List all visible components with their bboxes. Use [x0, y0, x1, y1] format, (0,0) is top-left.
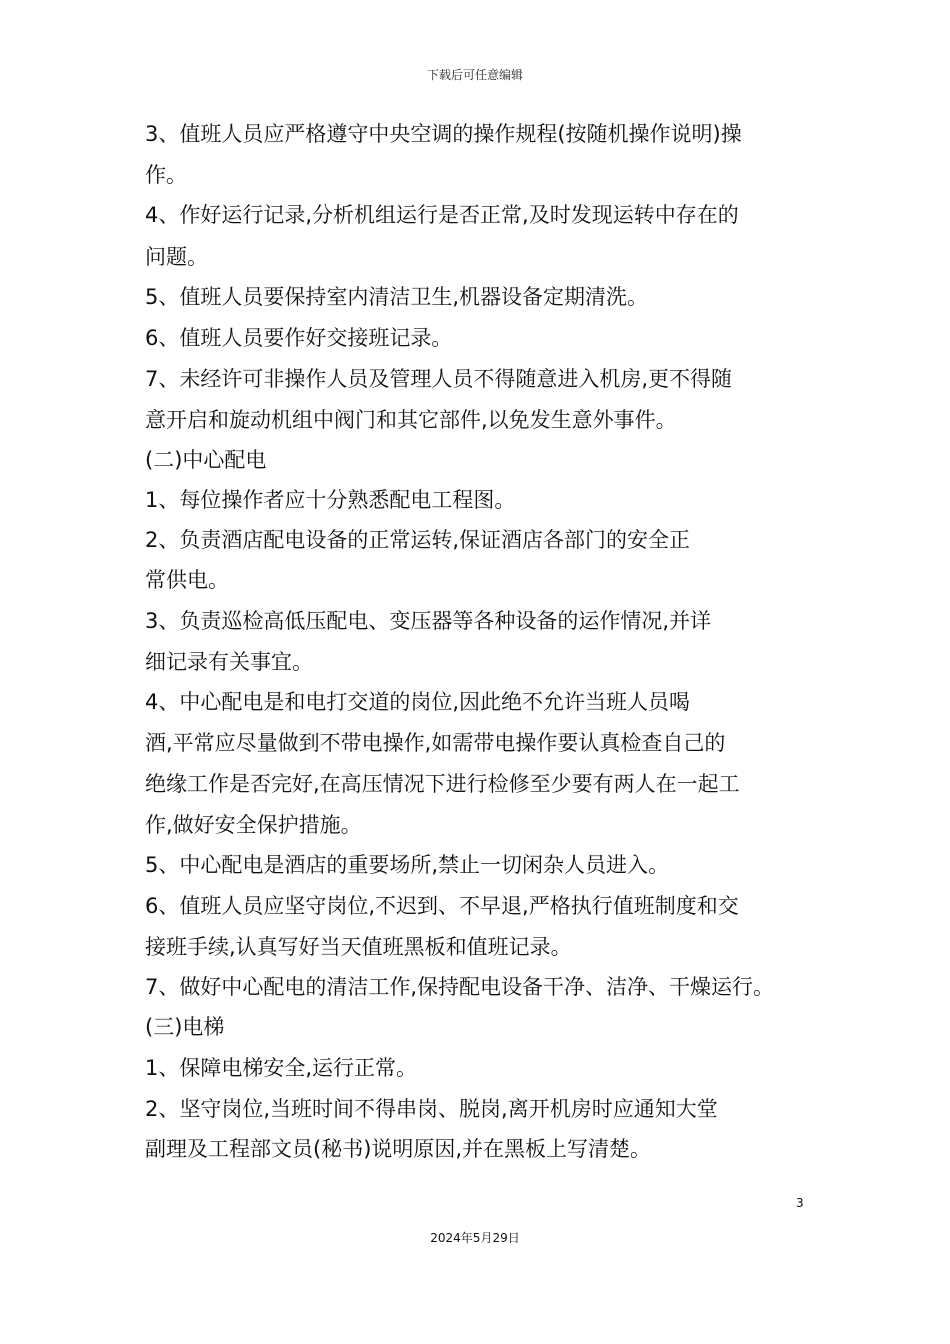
page-header: 下载后可任意编辑: [426, 68, 523, 82]
body-line: 意开启和旋动机组中阀门和其它部件,以免发生意外事件。: [145, 408, 677, 432]
body-line: 1、每位操作者应十分熟悉配电工程图。: [145, 488, 516, 512]
body-line: 3、值班人员应严格遵守中央空调的操作规程(按随机操作说明)操: [145, 122, 742, 146]
body-line: 2、坚守岗位,当班时间不得串岗、脱岗,离开机房时应通知大堂: [145, 1097, 718, 1121]
section-heading: (二)中心配电: [145, 448, 267, 472]
body-line: 4、中心配电是和电打交道的岗位,因此绝不允许当班人员喝: [145, 690, 691, 714]
body-line: 7、未经许可非操作人员及管理人员不得随意进入机房,更不得随: [145, 367, 733, 391]
body-line: 2、负责酒店配电设备的正常运转,保证酒店各部门的安全正: [145, 528, 691, 552]
body-line: 7、做好中心配电的清洁工作,保持配电设备干净、洁净、干燥运行。: [145, 975, 775, 999]
body-line: 6、值班人员应坚守岗位,不迟到、不早退,严格执行值班制度和交: [145, 894, 739, 918]
body-line: 问题。: [145, 245, 208, 269]
body-line: 作,做好安全保护措施。: [145, 813, 362, 837]
body-line: 常供电。: [145, 568, 229, 592]
page-footer-date: 2024年5月29日: [430, 1231, 520, 1245]
body-line: 绝缘工作是否完好,在高压情况下进行检修至少要有两人在一起工: [145, 772, 740, 796]
body-line: 5、中心配电是酒店的重要场所,禁止一切闲杂人员进入。: [145, 853, 670, 877]
body-line: 作。: [145, 163, 187, 187]
body-line: 5、值班人员要保持室内清洁卫生,机器设备定期清洗。: [145, 285, 649, 309]
body-line: 酒,平常应尽量做到不带电操作,如需带电操作要认真检查自己的: [145, 731, 726, 755]
body-line: 1、保障电梯安全,运行正常。: [145, 1056, 418, 1080]
body-line: 细记录有关事宜。: [145, 650, 313, 674]
body-line: 副理及工程部文员(秘书)说明原因,并在黑板上写清楚。: [145, 1137, 652, 1161]
section-heading: (三)电梯: [145, 1015, 225, 1039]
body-line: 6、值班人员要作好交接班记录。: [145, 326, 453, 350]
body-line: 接班手续,认真写好当天值班黑板和值班记录。: [145, 935, 572, 959]
body-line: 4、作好运行记录,分析机组运行是否正常,及时发现运转中存在的: [145, 203, 739, 227]
body-line: 3、负责巡检高低压配电、变压器等各种设备的运作情况,并详: [145, 609, 712, 633]
page-number: 3: [796, 1196, 804, 1210]
